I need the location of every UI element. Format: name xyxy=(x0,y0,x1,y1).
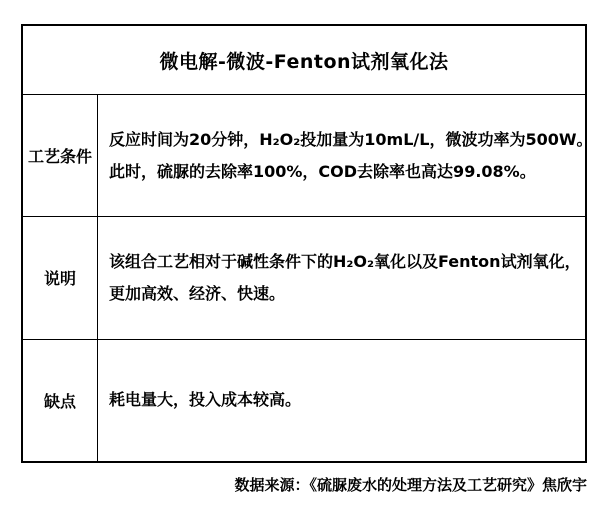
table-title-row xyxy=(23,26,585,95)
row-label-cell xyxy=(23,95,98,216)
row-content-cell xyxy=(98,340,585,461)
row-label-cell xyxy=(23,217,98,338)
table-title: 微电解-微波-Fenton试剂氧化法 xyxy=(159,50,449,73)
table-row-disadvantages xyxy=(23,340,585,461)
content-line: 耗电量大，投入成本较高。 xyxy=(109,390,302,410)
row-label-disadvantages: 缺点 xyxy=(43,391,76,411)
table-row-process-conditions xyxy=(23,95,593,217)
row-label-description: 说明 xyxy=(43,269,76,289)
row-content-cell xyxy=(98,95,601,216)
content-line: 反应时间为20分钟，H₂O₂投加量为10mL/L，微波功率为500W。 xyxy=(109,129,593,149)
method-summary-table xyxy=(21,24,593,463)
table-row-description xyxy=(23,217,585,339)
content-line: 该组合工艺相对于碱性条件下的H₂O₂氧化以及Fenton试剂氧化， xyxy=(109,251,581,271)
row-content-cell xyxy=(98,217,589,338)
data-source-citation: 数据来源：《硫脲废水的处理方法及工艺研究》焦欣宇 xyxy=(234,476,587,494)
content-line: 此时，硫脲的去除率100%，COD去除率也高达99.08%。 xyxy=(109,161,536,181)
row-label-process-conditions: 工艺条件 xyxy=(27,147,92,167)
row-label-cell xyxy=(23,340,98,461)
content-line: 更加高效、经济、快速。 xyxy=(109,283,286,303)
